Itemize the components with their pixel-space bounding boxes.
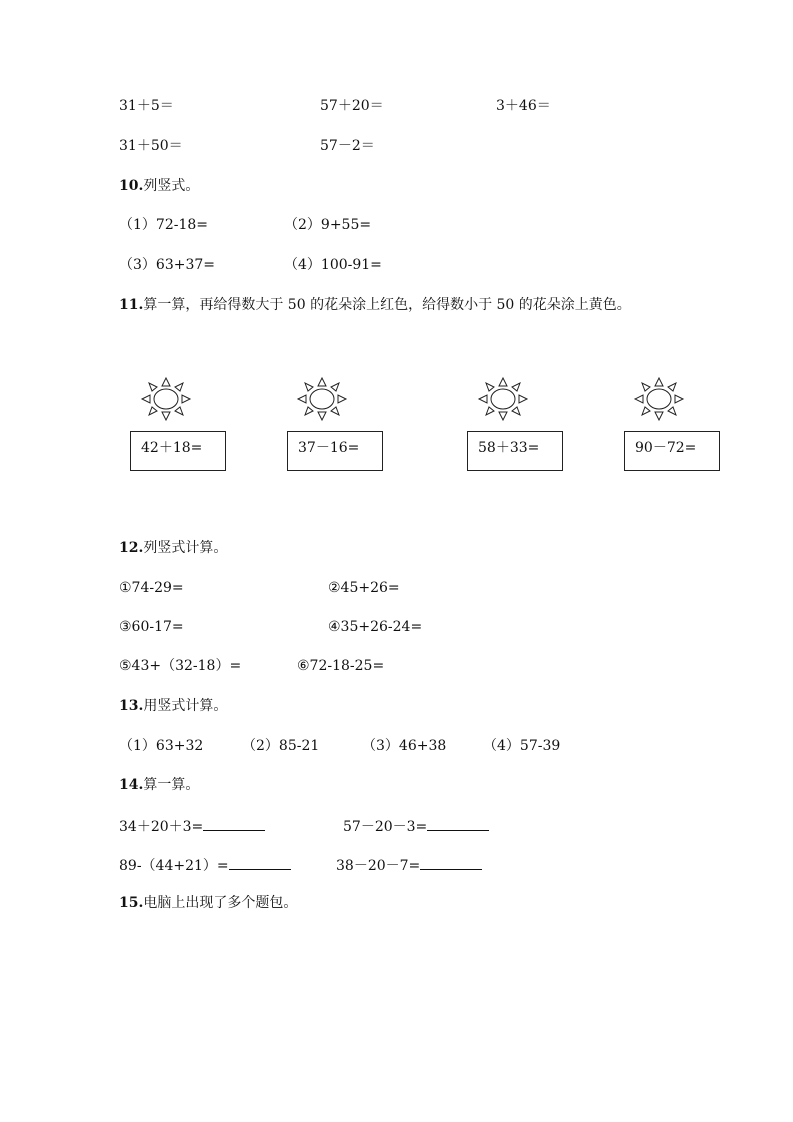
q14-item-3: [119, 855, 291, 875]
question-10-title: 列竖式。: [143, 178, 200, 194]
question-14-number: 14.: [119, 777, 144, 793]
answer-blank[interactable]: [203, 816, 265, 831]
q10-item-1: （1）72-18=: [119, 217, 208, 233]
question-10-heading: [119, 177, 199, 195]
q14-item-1-expression: 34＋20＋3=: [119, 819, 204, 835]
q14-item-4-expression: 38－20－7=: [336, 858, 421, 874]
q13-item-1: （1）63+32: [119, 738, 204, 754]
sun-flower-icon: [296, 376, 348, 422]
q10-item-4: （4）100-91=: [284, 257, 382, 273]
question-10-number: 10.: [119, 178, 144, 194]
sun-flower-icon: [140, 376, 192, 422]
answer-blank[interactable]: [229, 855, 291, 870]
question-15-number: 15.: [119, 895, 144, 911]
question-12-heading: [119, 539, 227, 557]
question-12-title: 列竖式计算。: [143, 540, 228, 556]
q14-item-1: [119, 816, 265, 836]
question-11-title: 算一算，再给得数大于 50 的花朵涂上红色，给得数小于 50 的花朵涂上黄色。: [143, 297, 631, 313]
q10-item-2: （2）9+55=: [284, 217, 372, 233]
question-13-number: 13.: [119, 698, 144, 714]
question-13-title: 用竖式计算。: [143, 698, 228, 714]
q12-item-4: ④35+26-24=: [328, 619, 423, 635]
sun-flower-icon: [633, 376, 685, 422]
q13-item-4: （4）57-39: [483, 738, 561, 754]
q13-item-2: （2）85-21: [242, 738, 320, 754]
question-13-heading: [119, 697, 227, 715]
q14-item-2: [343, 816, 489, 836]
q14-item-4: [336, 855, 482, 875]
flower-box-4: 90－72=: [624, 431, 720, 471]
q12-item-5: ⑤43+（32-18）=: [119, 658, 242, 674]
sun-flower-icon: [477, 376, 529, 422]
question-11-heading: [119, 296, 631, 314]
q12-item-3: ③60-17=: [119, 619, 184, 635]
q14-item-3-expression: 89-（44+21）=: [119, 858, 229, 874]
flower-box-1: 42＋18=: [130, 431, 226, 471]
question-12-number: 12.: [119, 540, 144, 556]
question-11-number: 11.: [119, 297, 144, 313]
q12-item-2: ②45+26=: [328, 580, 400, 596]
answer-blank[interactable]: [427, 816, 489, 831]
exercise-57-minus-2: 57－2＝: [320, 138, 375, 154]
flower-box-2: 37－16=: [287, 431, 383, 471]
exercise-31-plus-5: 31＋5＝: [119, 98, 174, 114]
question-15-title: 电脑上出现了多个题包。: [143, 895, 298, 911]
question-14-title: 算一算。: [143, 777, 200, 793]
exercise-31-plus-50: 31＋50＝: [119, 138, 183, 154]
q10-item-3: （3）63+37=: [119, 257, 215, 273]
q14-item-2-expression: 57－20－3=: [343, 819, 428, 835]
q12-item-6: ⑥72-18-25=: [297, 658, 385, 674]
question-14-heading: [119, 776, 199, 794]
exercise-3-plus-46: 3＋46＝: [496, 98, 551, 114]
flower-box-3: 58＋33=: [467, 431, 563, 471]
question-15-heading: [119, 894, 297, 912]
q12-item-1: ①74-29=: [119, 580, 184, 596]
q13-item-3: （3）46+38: [362, 738, 447, 754]
answer-blank[interactable]: [420, 855, 482, 870]
exercise-57-plus-20: 57＋20＝: [320, 98, 384, 114]
